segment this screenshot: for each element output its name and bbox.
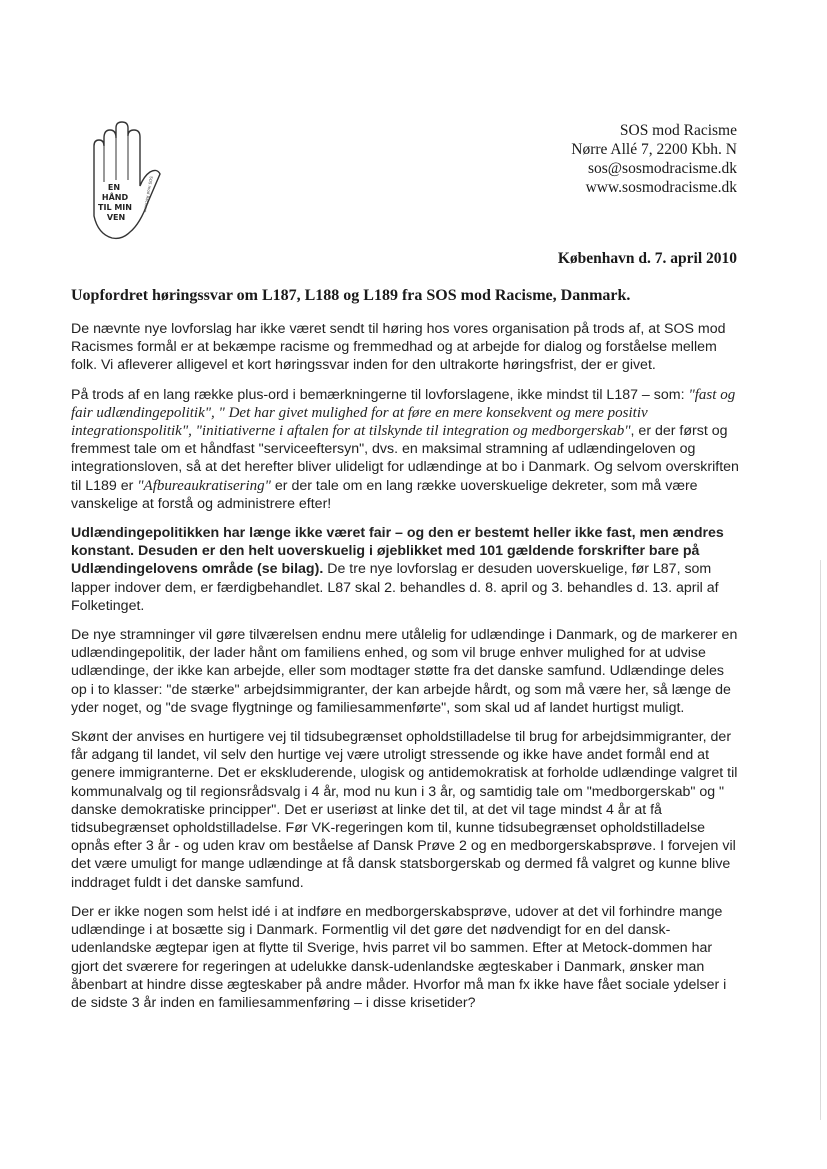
scan-edge-line [820,560,821,1120]
letter-body [71,320,739,1023]
sender-address [571,121,737,197]
paragraph-1: De nævnte nye lovforslag har ikke været sendt til høring hos vores organisation på trods af, at SOS mod Racismes formål er at bekæmpe racisme og fremmedhad og at arbejde for dialog og forståelse mellem folk. Vi afleverer alligevel et kort høringssvar inden for den ultrakorte høringsfrist, der er givet. [71,321,726,374]
logo-label-3: TIL MIN [98,203,132,212]
hand-icon [84,120,164,244]
paragraph-3 [71,524,739,615]
p2-text-b: , er der først og fremmest tale om et håndfast "serviceeftersyn", dvs. en maksimal stramning af udlændingeloven og integrationsloven, så at det herefter bliver ulideligt for udlændinge at bo i Danmark. Og selvom overskriften til L189 er [71,423,739,494]
sender-website[interactable]: www.sosmodracisme.dk [585,179,737,196]
p3-bold-text: Udlændingepolitikken har længe ikke været fair – og den er bestemt heller ikke fast, men ændres konstant. Desuden er den helt uoverskuelig i øjeblikket med 101 gældende forskrifter bare på Udlændingelovens område (se bilag). [71,525,724,578]
logo-curved-text: SOS mod Racisme [142,175,154,213]
p3-text: De tre nye lovforslag er desuden uoverskuelige, før L87, som lapper indover dem, er færdigbehandlet. L87 skal 2. behandles d. 8. april og 3. behandles d. 13. april af Folketinget. [71,561,719,614]
p2-quote-2: "Afbureaukratisering" [137,477,271,494]
logo-label-1: EN [107,183,121,192]
logo-label-4: VEN [106,213,126,222]
paragraph-4: De nye stramninger vil gøre tilværelsen endnu mere utålelig for udlændinge i Danmark, og de markerer en udlændingepolitik, der lader hånt om familiens enhed, og som vil bruge enhver mulighed for at udvise udlændinge, der ikke kan arbejde, eller som modtager støtte fra det danske samfund. Udlændinge deles op i to klasser: "de stærke" arbejdsimmigranter, der kan arbejde hårdt, og som må være her, så længe de yder noget, og "de svage flygtninge og familiesammenførte", som skal ud af landet hurtigst muligt. [71,627,738,716]
paragraph-5: Skønt der anvises en hurtigere vej til tidsubegrænset opholdstilladelse til brug for arbejdsimmigranter, der får adgang til landet, vil selv den hurtige vej være utroligt stressende og ikke have andet formål end at genere immigranterne. Det er ekskluderende, ulogisk og antidemokratisk at forholde udlændinge valgret til kommunalvalg og til regionsrådsvalg i 4 år, mod nu kun i 3 år, og samtidig tale om "medborgerskab" og " danske demokratiske principper". Det er useriøst at linke det til, at det vil tage mindst 4 år at få tidsubegrænset opholdstilladelse. Før VK-regeringen kom til, kunne tidsubegrænset opholdstilladelse opnås efter 3 år - og uden krav om beståelse af Dansk Prøve 2 og en medborgerskabsprøve. I forvejen vil det være umuligt for mange udlændinge at få dansk statsborgerskab og dermed få valgret og kunne blive inddraget fuldt i det danske samfund. [71,729,738,891]
sender-org: SOS mod Racisme [619,122,737,139]
logo-label-2: HÅND [101,193,129,202]
hand-logo [84,120,164,244]
letter-date: København d. 7. april 2010 [557,250,737,267]
sender-street: Nørre Allé 7, 2200 Kbh. N [571,141,737,158]
p2-text-c: er der tale om en lang række uoverskuelige dekreter, som må være vanskelige at forstå og administrere efter! [71,477,698,512]
paragraph-2 [71,386,739,513]
p2-text-a: På trods af en lang række plus-ord i bemærkningerne til lovforslagene, ikke mindst til L187 – som: [71,386,689,403]
letter-subject: Uopfordret høringssvar om L187, L188 og L189 fra SOS mod Racisme, Danmark. [71,287,631,304]
sender-email[interactable]: sos@sosmodracisme.dk [587,160,737,177]
paragraph-6: Der er ikke nogen som helst idé i at indføre en medborgerskabsprøve, udover at det vil forhindre mange udlændinge i at bosætte sig i Danmark. Formentlig vil det gøre det nødvendigt for en del dansk-udenlandske ægtepar igen at flytte til Sverige, hvis parret vil bo sammen. Efter at Metock-dommen har gjort det sværere for regeringen at udelukke dansk-udenlandske ægteskaber i Danmark, ønsker man åbenbart at hindre disse ægteskaber på andre måder. Hvorfor må man fx ikke have fået sociale ydelser i de sidste 3 år inden en familiesammenføring – i disse krisetider? [71,903,727,1011]
p2-quote-1: "fast og fair udlændingepolitik", " Det har givet mulighed for at føre en mere konsekvent og mere positiv integrationspolitik", "initiativerne i aftalen for at tilskynde til integration og medborgerskab" [71,386,736,440]
